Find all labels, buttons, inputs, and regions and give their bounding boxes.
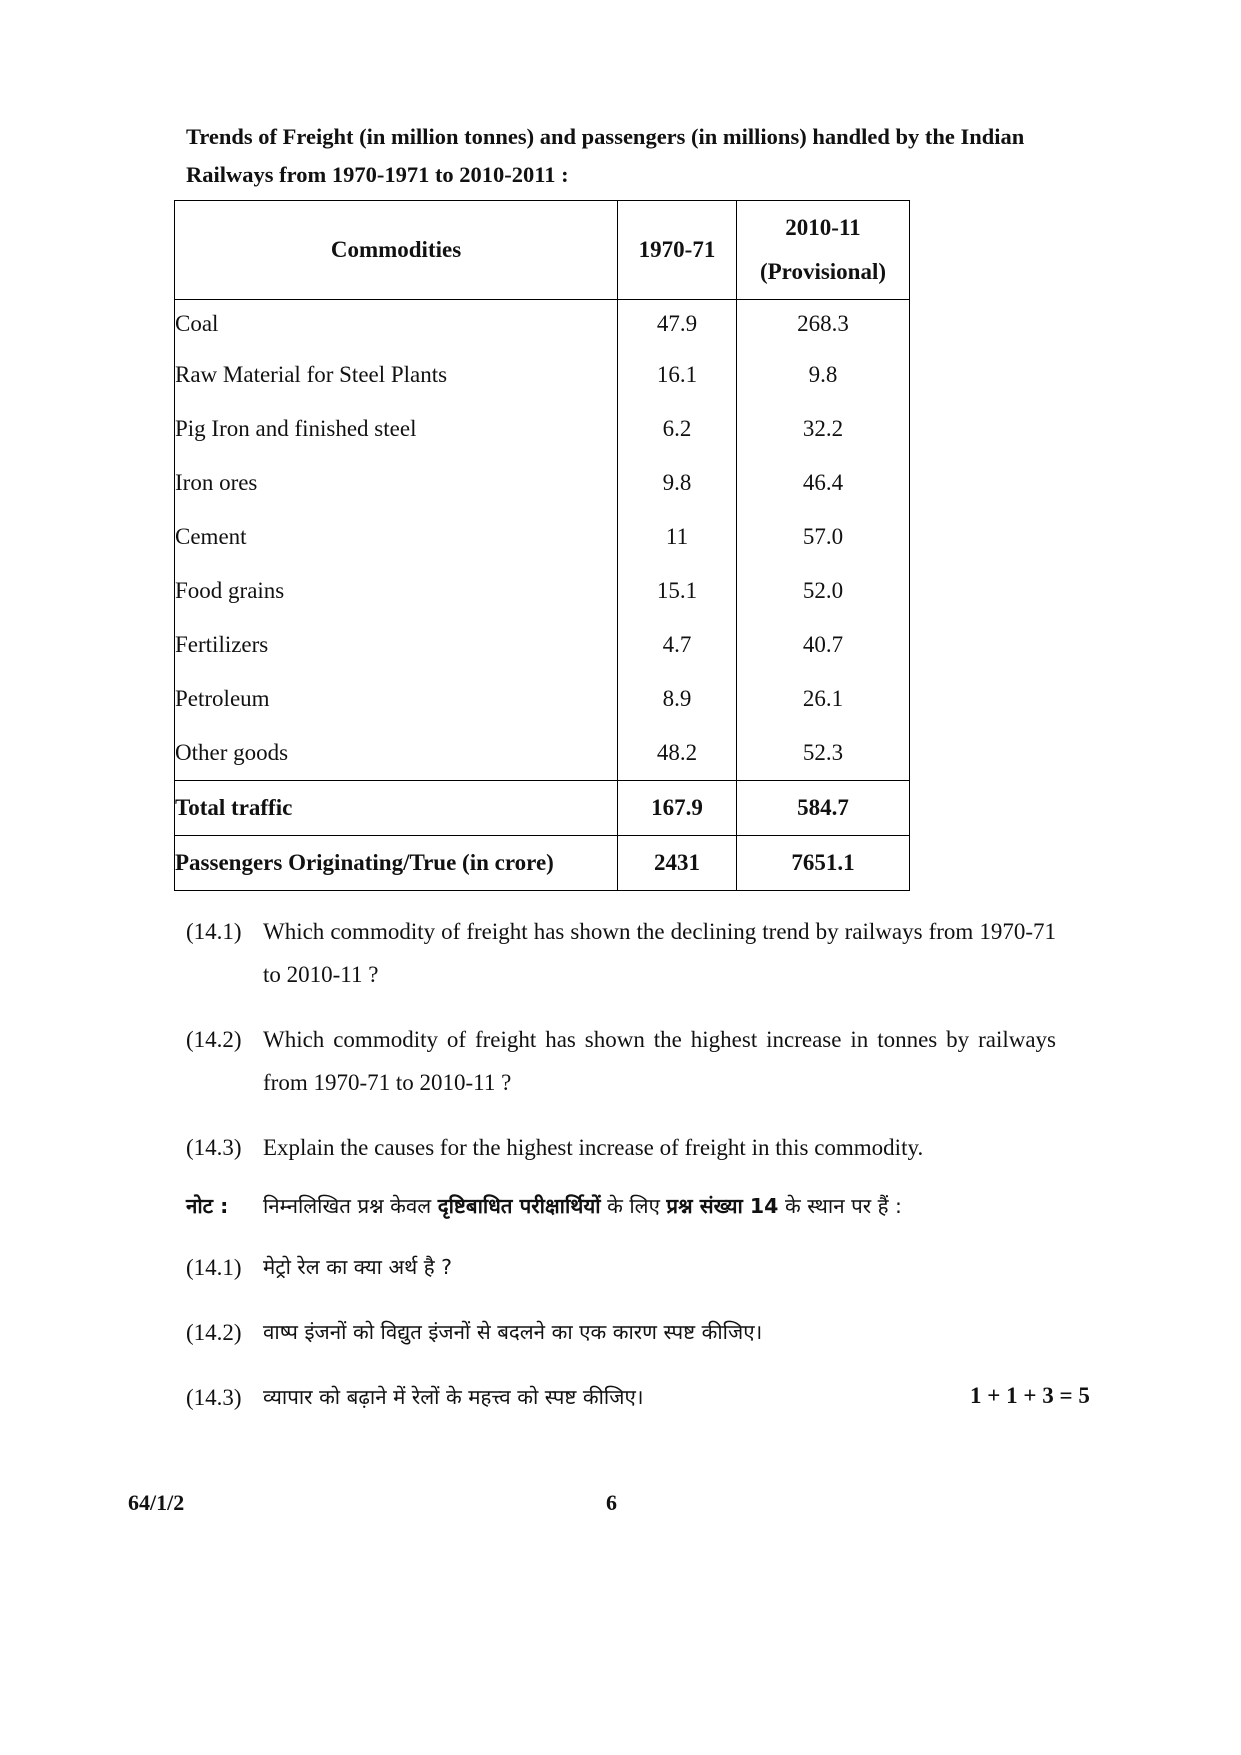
question-number: (14.1)	[186, 1255, 242, 1280]
note-text-bold: प्रश्न संख्या 14	[666, 1194, 779, 1218]
passengers-2010-11: 7651.1	[737, 836, 910, 891]
table-row	[175, 726, 910, 781]
freight-table	[174, 200, 910, 891]
value-1970-71: 48.2	[618, 726, 737, 781]
value-1970-71: 15.1	[618, 564, 737, 618]
table-row	[175, 300, 910, 349]
commodity-name: Iron ores	[175, 456, 618, 510]
table-row	[175, 510, 910, 564]
note-text-part: निम्नलिखित प्रश्न केवल	[263, 1194, 438, 1218]
question-14-2	[186, 1018, 1056, 1104]
table-row	[175, 672, 910, 726]
note-text-part: के लिए	[600, 1194, 667, 1218]
passengers-row	[175, 836, 910, 891]
table-row	[175, 564, 910, 618]
question-text: Which commodity of freight has shown the declining trend by railways from 1970-71 to 2010-11 ?	[263, 919, 1056, 987]
note-text-bold: दृष्टिबाधित परीक्षार्थियों	[437, 1194, 601, 1218]
hindi-question-14-3	[186, 1376, 1056, 1419]
value-2010-11: 32.2	[737, 402, 910, 456]
question-number: (14.3)	[186, 1385, 242, 1410]
question-number: (14.2)	[186, 1320, 242, 1345]
value-1970-71: 47.9	[618, 300, 737, 349]
value-2010-11: 46.4	[737, 456, 910, 510]
hindi-question-14-2	[186, 1311, 1056, 1354]
value-1970-71: 11	[618, 510, 737, 564]
note-visually-impaired	[186, 1186, 1066, 1226]
note-text	[263, 1186, 1066, 1226]
total-1970-71: 167.9	[618, 781, 737, 836]
commodity-name: Petroleum	[175, 672, 618, 726]
header-2010-11-year: 2010-11	[785, 215, 861, 240]
value-2010-11: 52.3	[737, 726, 910, 781]
value-2010-11: 52.0	[737, 564, 910, 618]
note-label: नोट :	[186, 1194, 229, 1218]
question-number: (14.3)	[186, 1135, 242, 1160]
page-number: 6	[606, 1490, 617, 1515]
question-14-1	[186, 910, 1056, 996]
commodity-name: Food grains	[175, 564, 618, 618]
value-2010-11: 26.1	[737, 672, 910, 726]
paper-code: 64/1/2	[128, 1490, 185, 1515]
value-2010-11: 57.0	[737, 510, 910, 564]
table-row	[175, 618, 910, 672]
passengers-1970-71: 2431	[618, 836, 737, 891]
value-1970-71: 4.7	[618, 618, 737, 672]
header-commodities: Commodities	[175, 201, 618, 300]
question-number: (14.1)	[186, 919, 242, 944]
question-14-3	[186, 1126, 1056, 1169]
value-1970-71: 9.8	[618, 456, 737, 510]
passengers-label: Passengers Originating/True (in crore)	[175, 836, 618, 891]
header-2010-11-provisional: (Provisional)	[759, 259, 887, 284]
question-text: मेट्रो रेल का क्या अर्थ है ?	[263, 1255, 453, 1279]
note-text-part: के स्थान पर हैं :	[778, 1194, 902, 1218]
question-text: Explain the causes for the highest increase of freight in this commodity.	[263, 1135, 924, 1160]
commodity-name: Fertilizers	[175, 618, 618, 672]
question-text: Which commodity of freight has shown the highest increase in tonnes by railways from 1970-71 to 2010-11 ?	[263, 1027, 1056, 1095]
table-header-row	[175, 201, 910, 300]
commodity-name: Coal	[175, 300, 618, 349]
table-row	[175, 456, 910, 510]
question-text: व्यापार को बढ़ाने में रेलों के महत्त्व को स्पष्ट कीजिए।	[263, 1385, 644, 1409]
value-2010-11: 9.8	[737, 348, 910, 402]
value-1970-71: 6.2	[618, 402, 737, 456]
question-text: वाष्प इंजनों को विद्युत इंजनों से बदलने का एक कारण स्पष्ट कीजिए।	[263, 1320, 763, 1344]
total-traffic-row	[175, 781, 910, 836]
question-number: (14.2)	[186, 1027, 242, 1052]
table-row	[175, 348, 910, 402]
header-1970-71: 1970-71	[618, 201, 737, 300]
value-1970-71: 16.1	[618, 348, 737, 402]
header-2010-11	[737, 201, 910, 300]
marks-allocation: 1 + 1 + 3 = 5	[970, 1383, 1090, 1408]
total-2010-11: 584.7	[737, 781, 910, 836]
hindi-question-14-1	[186, 1246, 1056, 1289]
table-title: Trends of Freight (in million tonnes) and passengers (in millions) handled by the Indian Railways from 1970-1971 to 2010-2011 :	[186, 124, 1025, 187]
commodity-name: Pig Iron and finished steel	[175, 402, 618, 456]
commodity-name: Raw Material for Steel Plants	[175, 348, 618, 402]
commodity-name: Cement	[175, 510, 618, 564]
total-traffic-label: Total traffic	[175, 781, 618, 836]
commodity-name: Other goods	[175, 726, 618, 781]
table-row	[175, 402, 910, 456]
value-2010-11: 40.7	[737, 618, 910, 672]
value-2010-11: 268.3	[737, 300, 910, 349]
value-1970-71: 8.9	[618, 672, 737, 726]
